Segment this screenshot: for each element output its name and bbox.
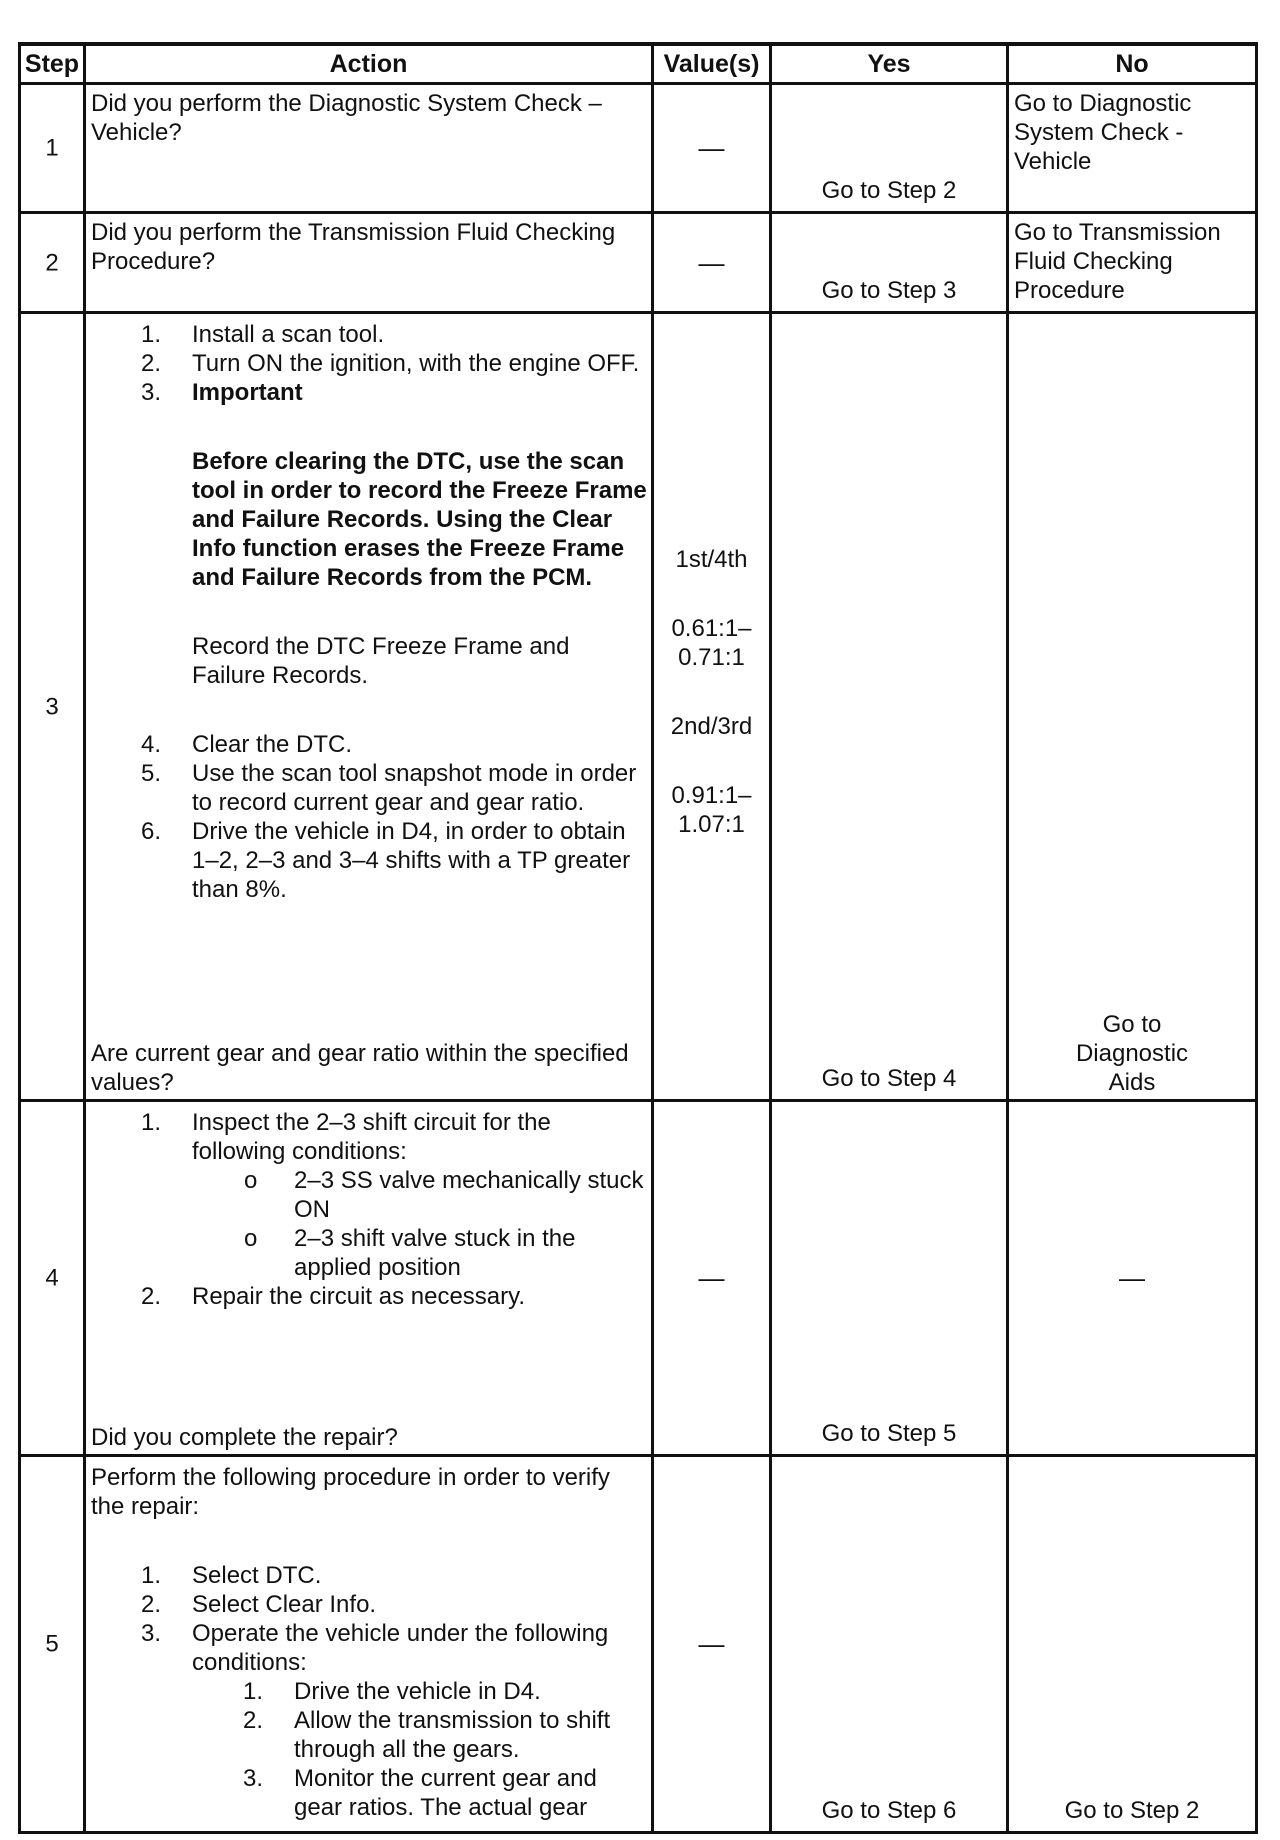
table-row [18,85,1258,214]
list-item: 2. Allow the transmission to shift through all the gears. [243,1707,611,1763]
yes-cell [772,1457,1009,1834]
list-item: 5. Use the scan tool snapshot mode in order to record current gear and gear ratio. [141,760,637,816]
intro-text: Perform the following procedure in order to verify the repair: [91,1464,610,1520]
no-text: — [1119,1262,1145,1293]
step-number: 1 [45,134,59,162]
list-item: 1. Drive the vehicle in D4. [243,1678,541,1705]
header-values: Value(s) [654,42,772,85]
step-list [91,320,647,407]
yes-text: Go to Step 5 [821,1420,957,1447]
list-item: 2. Repair the circuit as necessary. [141,1283,526,1310]
action-cell [86,1102,654,1457]
header-action: Action [86,42,654,85]
list-item: 3. Monitor the current gear and gear ratios. The actual gear [243,1765,597,1821]
step-list [91,1108,647,1311]
value-text: — [698,132,725,163]
list-item: 4. Clear the DTC. [141,731,353,758]
action-text: Did you perform the Transmission Fluid Checking Procedure? [91,219,616,275]
yes-cell [772,314,1009,1102]
step-cell [18,1102,86,1457]
action-text: Did you perform the Diagnostic System Check – Vehicle? [91,90,602,146]
condition-list [91,1166,647,1282]
value-cell [654,85,772,214]
list-item: o 2–3 shift valve stuck in the applied position [244,1225,576,1281]
step-list [91,730,647,904]
step-cell [18,314,86,1102]
list-item: 3. Important [141,379,303,406]
table-row [18,314,1258,1102]
action-cell [86,314,654,1102]
action-cell [86,1457,654,1834]
question-text: Did you complete the repair? [91,1424,398,1451]
value-cell [654,214,772,314]
yes-text: Go to Step 2 [821,177,957,204]
step-number: 4 [45,1264,59,1292]
sub-step-list [91,1677,647,1822]
no-text: Go to Transmission Fluid Checking Procedure [1014,219,1221,304]
no-cell [1009,85,1258,214]
list-item: 1. Install a scan tool. [141,321,385,348]
value-text: — [698,1262,725,1293]
step-number: 3 [45,693,59,720]
value-cell [654,1457,772,1834]
list-item: 1. Select DTC. [141,1562,322,1589]
header-no: No [1009,42,1258,85]
value-text: — [698,247,725,277]
list-item: 6. Drive the vehicle in D4, in order to obtain 1–2, 2–3 and 3–4 shifts with a TP greater than 8%. [141,818,631,903]
yes-cell [772,85,1009,214]
list-item: o 2–3 SS valve mechanically stuck ON [244,1167,644,1223]
no-text: Go to Step 2 [1064,1797,1200,1824]
yes-cell [772,1102,1009,1457]
step-cell [18,1457,86,1834]
list-item: 1. Inspect the 2–3 shift circuit for the following conditions: o 2–3 SS valve mechanically stuck ON o 2–3 shift valve stuck in the applied position [91,1108,647,1282]
header-step: Step [18,42,86,85]
diagnostic-table [18,42,1258,1834]
action-content [91,1108,647,1311]
no-text: Go to Diagnostic System Check - Vehicle [1014,90,1192,175]
step-number: 5 [45,1630,59,1658]
question-text: Are current gear and gear ratio within the specified values? [91,1040,629,1096]
table-row [18,214,1258,314]
action-cell [86,214,654,314]
action-cell [86,85,654,214]
no-text: Go to Diagnostic Aids [1075,1011,1189,1096]
record-note: Record the DTC Freeze Frame and Failure Records. [192,633,570,689]
value-list [654,545,769,839]
no-cell [1009,1102,1258,1457]
yes-text: Go to Step 3 [821,277,957,304]
list-item: 3. Operate the vehicle under the following conditions: 1. Drive the vehicle in D4. 2. Allow the transmission to shift through all the gears. 3. Monitor the current gear and gear ratios. The actual gear [91,1619,647,1822]
list-item: 2. Select Clear Info. [141,1591,377,1618]
value-cell [654,1102,772,1457]
table-row [18,1457,1258,1834]
table-header [18,42,1258,85]
step-cell [18,85,86,214]
table-row [18,1102,1258,1457]
step-number: 2 [45,249,59,276]
action-content [91,320,647,904]
important-note: Before clearing the DTC, use the scan tool in order to record the Freeze Frame and Failure Records. Using the Clear Info function erases the Freeze Frame and Failure Records from the PCM. [192,448,647,591]
yes-text: Go to Step 4 [821,1065,957,1092]
no-cell [1009,1457,1258,1834]
yes-text: Go to Step 6 [821,1797,957,1824]
action-content [91,1463,647,1822]
header-yes: Yes [772,42,1009,85]
value-cell [654,314,772,1102]
no-cell [1009,314,1258,1102]
value-text: — [698,1628,725,1659]
step-cell [18,214,86,314]
yes-cell [772,214,1009,314]
value-text: 1st/4th [675,546,748,573]
list-item: 2. Turn ON the ignition, with the engine OFF. [141,350,640,377]
value-text: 0.91:1–1.07:1 [671,782,752,838]
important-label: Important [192,379,303,406]
step-list [91,1561,647,1822]
no-cell [1009,214,1258,314]
value-text: 2nd/3rd [670,713,753,740]
value-text: 0.61:1–0.71:1 [671,615,752,671]
